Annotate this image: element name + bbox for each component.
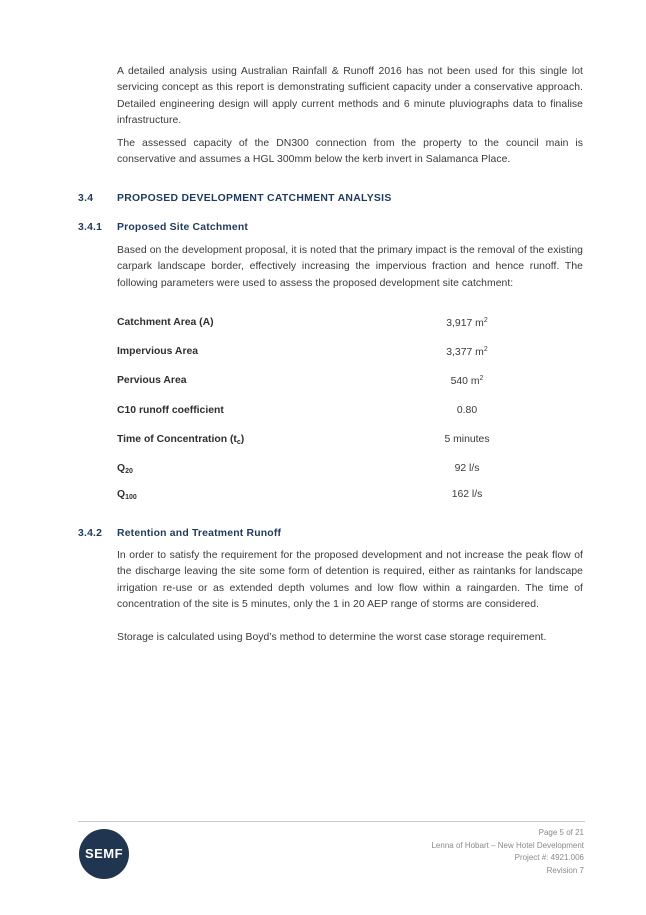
param-label: C10 runoff coefficient xyxy=(117,405,224,416)
param-label: Pervious Area xyxy=(117,375,187,386)
param-value: 3,917 $m^2$ xyxy=(446,317,488,329)
project-name: Lenna of Hobart – New Hotel Development xyxy=(431,840,584,850)
param-label: $Q_{20}$ xyxy=(117,463,133,475)
param-value: 5 minutes xyxy=(444,434,490,445)
param-label: $Q_{100}$ xyxy=(117,489,137,501)
section-number: 3.4 xyxy=(78,193,94,204)
section-title: PROPOSED DEVELOPMENT CATCHMENT ANALYSIS xyxy=(117,193,392,204)
intro-paragraph-2: The assessed capacity of the DN300 connection from the property to the council main is conservative and assumes a HGL 300mm below the kerb invert in Salamanca Place. xyxy=(117,138,583,166)
param-row-catchment-area xyxy=(117,317,583,331)
param-row-impervious-area xyxy=(117,346,583,360)
section-title: Proposed Site Catchment xyxy=(117,222,249,233)
param-value: 3,377 $m^2$ xyxy=(446,346,488,358)
param-label: Impervious Area xyxy=(117,346,199,357)
section-number: 3.4.2 xyxy=(78,528,103,539)
footer-divider xyxy=(78,821,585,822)
param-label: Catchment Area (A) xyxy=(117,317,214,328)
project-number: Project #: 4921.006 xyxy=(514,853,584,862)
site-catchment-paragraph: Based on the development proposal, it is noted that the primary impact is the removal of the existing carpark landscape border, effectively increasing the impervious fraction and hence runoff. The following parameters were used to assess the proposed development site catchment: xyxy=(117,245,583,289)
retention-paragraph: In order to satisfy the requirement for the proposed development and not increase the peak flow of the discharge leaving the site some form of detention is required, either as raintanks for landscape irrigation re-use or as extended depth volumes and low flow within a raingarden. The time of concentration of the site is 5 minutes, only the 1 in 20 AEP range of storms are considered. xyxy=(117,550,583,611)
param-value: 540 $m^2$ xyxy=(450,375,484,387)
logo-text: SEMF xyxy=(84,846,124,861)
param-row-q20 xyxy=(117,463,583,477)
semf-logo xyxy=(79,829,129,879)
param-row-pervious-area xyxy=(117,375,583,389)
section-title: Retention and Treatment Runoff xyxy=(117,528,282,539)
intro-paragraph-1: A detailed analysis using Australian Rainfall & Runoff 2016 has not been used for this single lot servicing concept as this report is demonstrating sufficient capacity under a conservative approach. Detailed engineering design will apply current methods and 6 minute pluviographs data to finalise infrastructure. xyxy=(117,66,583,127)
revision: Revision 7 xyxy=(546,865,584,875)
param-value: 162 l/s xyxy=(451,489,483,500)
page-number: Page 5 of 21 xyxy=(538,828,584,837)
footer-info xyxy=(431,827,584,877)
section-number: 3.4.1 xyxy=(78,222,103,233)
storage-paragraph: Storage is calculated using Boyd’s method to determine the worst case storage requirement. xyxy=(117,632,547,643)
param-row-time-of-concentration xyxy=(117,434,583,448)
param-value: 92 l/s xyxy=(454,463,480,474)
param-row-c10-coefficient xyxy=(117,405,583,419)
param-label: Time of Concentration $(t_c)$ xyxy=(117,434,245,446)
param-row-q100 xyxy=(117,489,583,503)
param-value: 0.80 xyxy=(456,405,478,416)
